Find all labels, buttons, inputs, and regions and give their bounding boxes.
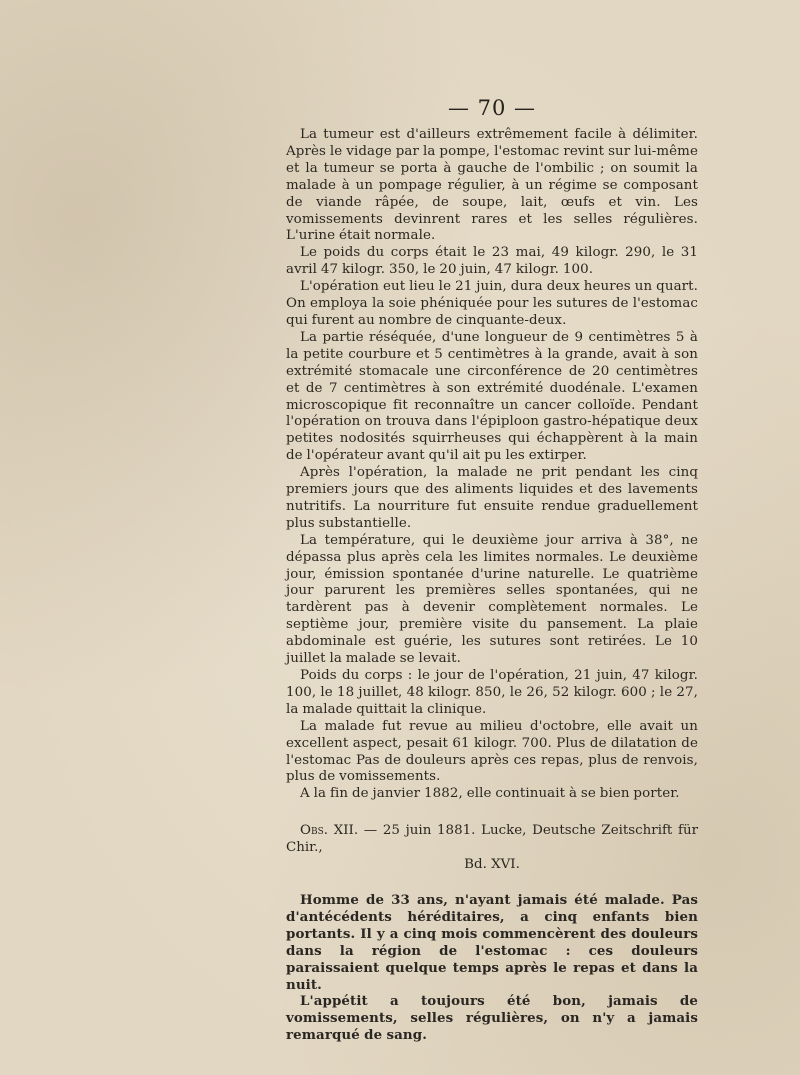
paragraph: Poids du corps : le jour de l'opération, 21 juin, 47 kilogr. 100, le 18 juillet, 48 kilogr. 850, le 26, 52 kilogr. 600 ; le 27, la malade quittait la clinique. [286,668,698,717]
paragraph: A la fin de janvier 1882, elle continuait à se bien porter. [300,786,680,802]
observation-source-volume: Bd. XVI. [464,857,520,873]
page-number: — 70 — [447,96,537,120]
paragraph: L'opération eut lieu le 21 juin, dura deux heures un quart. On employa la soie phéniquée pour les sutures de l'estomac qui furent au nombre de cinquante-deux. [286,279,698,328]
paragraph: La malade fut revue au milieu d'octobre, elle avait un excellent aspect, pesait 61 kilogr. 700. Plus de dilatation de l'estomac Pas de douleurs après ces repas, plus de renvois, plus de vomissements. [286,718,698,785]
observation-paragraph: Homme de 33 ans, n'ayant jamais été malade. Pas d'antécédents héréditaires, a cinq enfants bien portants. Il y a cinq mois commencèrent des douleurs dans la région de l'estomac : ces douleurs paraissaient quelque temps après le repas et dans la nuit. [286,891,698,993]
observation-source: Lucke, Deutsche Zeitschrift für Chir., [286,823,699,856]
observation-date: 25 juin 1881. [382,823,476,839]
paragraph: La tumeur est d'ailleurs extrêmement facile à délimiter. Après le vidage par la pompe, l'estomac revint sur lui-même et la tumeur se porta à gauche de l'ombilic ; on soumit la malade à un pompage régulier, à un régime se composant de viande râpée, de soupe, lait, œufs et vin. Les vomissements devinrent rares et les selles régulières. L'urine était normale. [286,127,698,244]
spacer [286,874,698,892]
observation-label: Obs. XII. [300,823,359,839]
observation-heading [286,823,698,874]
document-page [286,96,698,1044]
paragraph: Le poids du corps était le 23 mai, 49 kilogr. 290, le 31 avril 47 kilogr. 350, le 20 juin, 47 kilogr. 100. [286,245,698,278]
paragraph: Après l'opération, la malade ne prit pendant les cinq premiers jours que des aliments liquides et des lavements nutritifs. La nourriture fut ensuite rendue graduellement plus substantielle. [286,465,698,531]
observation-dash: — [358,823,383,839]
paragraph: La température, qui le deuxième jour arriva à 38°, ne dépassa plus après cela les limites normales. Le deuxième jour, émission spontanée d'urine naturelle. Le quatrième jour parurent les premières selles spontanées, qui ne tardèrent pas à devenir complètement normales. Le septième jour, première visite du pansement. La plaie abdominale est guérie, les sutures sont retirées. Le 10 juillet la malade se levait. [286,532,698,667]
paragraph: La partie réséquée, d'une longueur de 9 centimètres 5 à la petite courbure et 5 centimètres à la grande, avait à son extrémité stomacale une circonférence de 20 centimètres et de 7 centimètres à son extrémité duodénale. L'examen microscopique fit reconnaître un cancer colloïde. Pendant l'opération on trouva dans l'épiploon gastro-hépatique deux petites nodosités squirrheuses qui échappèrent à la main de l'opérateur avant qu'il ait pu les extirper. [286,329,698,464]
observation-paragraph: L'appétit a toujours été bon, jamais de vomissements, selles régulières, on n'y a jamais remarqué de sang. [286,993,698,1044]
